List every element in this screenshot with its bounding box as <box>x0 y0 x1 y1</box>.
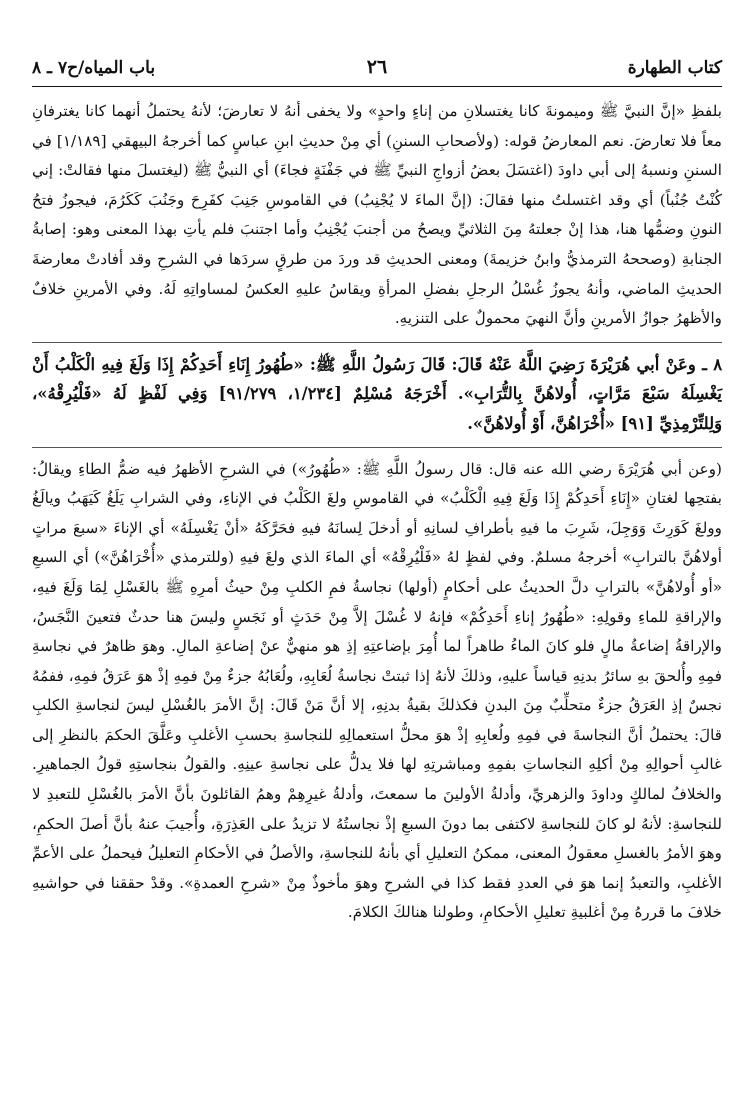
chapter-reference: باب المياه/ح٧ ـ ٨ <box>32 58 156 78</box>
commentary-paragraph-2: (وعن أبي هُرَيْرَةَ رضي الله عنه قال: قال رسولُ اللَّهِ ﷺ: «طُهُورُ») في الشرحِ الأظهرُ فيه ضمُّ الطاءِ ويقالُ: بفتحِها لغتانِ «إِنَاءِ أَحَدِكُمْ إِذَا وَلَغَ فِيهِ الْكَلْبُ» في القاموسِ ولغَ الكَلْبُ في الإناءِ، وفي الشرابِ يَلَغُ كَيَهَبُ ويالَغُ وولغَ كَوَرِثَ وَوَجِلَ، شَرِبَ ما فيهِ بأطرافِ لسانِهِ أو أدخلَ لِسانَهُ فيهِ فحَرَّكَهُ «أنْ يَغْسِلَهُ» أي الإناءَ «سبعَ مراتٍ أولاهُنَّ بالترابِ» أخرجهُ مسلمٌ. وفي لفظٍ لهُ «فَلْيُرِقْهُ» أي الماءَ الذي ولغَ فيهِ (وللترمذي «أُخْرَاهُنَّ») أي السبعِ «أو أُولاهُنَّ» بالترابِ دلَّ الحديثُ على أحكامٍ (أولها) نجاسةُ فمِ الكلبِ مِنْ حيثُ أمرِهِ ﷺ بالغَسْلِ لِمَا وَلَغَ فيهِ، والإراقةِ للماءِ وقولِهِ: «طُهُورُ إناءِ أَحَدِكُمْ» فإنهُ لا غُسْلَ إلاَّ مِنْ حَدَثٍ أو نَجَسٍ وليسَ هنا حدثٌ فتعينَ النَّجَسُ، والإراقةُ إضاعةُ مالٍ فلو كانَ الماءُ طاهراً لما أُمِرَ بإضاعتِهِ إذِ هو منهيٌّ عنْ إضاعةِ المالِ. وهوَ ظاهرٌ في نجاسةِ فمِهِ وأُلحقَ بهِ سائرُ بدنِهِ قياساً عليهِ، وذلكَ لأنهُ إذا ثبتتْ نجاسةُ لُعَابِهِ، ولُعَابُهُ جزءٌ مِنْ فمِهِ إذْ هوَ عَرَقُ فمِهِ، ففمُهُ نجسٌ إذِ العَرَقُ جزءٌ متحلِّبٌ مِنَ البدنِ فكذلكَ بقيةُ بدنِهِ، إلا أنَّ مَنْ قَالَ: إنَّ الأمرَ بالغُسْلِ ليسَ لنجاسةِ الكلبِ قالَ: يحتملُ أنَّ النجاسةَ في فمِهِ ولُعابِهِ إذْ هوَ محلُّ استعمالِهِ للنجاسةِ بحسبِ الأغلبِ وعَلَّقَ الحكمَ بالنظرِ إلى غالبِ أحوالِهِ مِنْ أكلِهِ النجاساتِ بفمِهِ ومباشرتِهِ لها فلا يدلُّ على نجاسةِ عينِهِ. والقولُ بنجاستِهِ قولُ الجماهيرِ. والخلافُ لمالكٍ وداودَ والزهريِّ، وأدلةُ الأولينَ ما سمعتَ، وأدلةُ غيرِهِمْ وهمُ القائلونَ بأنَّ الأمرَ بالغُسْلِ للتعبدِ لا للنجاسةِ: لأنهُ لو كانَ للنجاسةِ لاكتفى بما دونَ السبعِ إذْ نجاستُهُ لا تزيدُ على العَذِرَةِ، وأُجيبَ عنهُ بأنَّ أصلَ الحكمِ، وهوَ الأمرُ بالغسلِ معقولُ المعنى، ممكنُ التعليلِ أي بأنهُ للنجاسةِ، والأصلُ في الأحكامِ التعليلُ فيحملُ على الأعمِّ الأغلبِ، والتعبدُ إنما هوَ في العددِ فقط كذا في الشرحِ وهوَ مأخوذٌ مِنْ «شرحِ العمدةِ». وقدْ حققنا في حواشيهِ خلافَ ما قررهُ مِنْ أغلبيةِ تعليلِ الأحكامِ، وطولنا هنالكَ الكلامَ. <box>32 459 722 922</box>
page-header <box>32 52 722 87</box>
section-divider <box>32 342 722 343</box>
page-number: ٢٦ <box>366 56 388 78</box>
hadith-text-8: ٨ ـ وعَنْ أبي هُرَيْرَةَ رَضِيَ اللَّهُ عَنْهُ قَالَ: قَالَ رَسُولُ اللَّهِ ﷺ: «طُهُورُ إِنَاءِ أَحَدِكُمْ إِذَا وَلَغَ فِيهِ الْكَلْبُ أَنْ يَغْسِلَهُ سَبْعَ مَرَّاتٍ، أُولاهُنَّ بِالتُّرَابِ». أَخْرَجَهُ مُسْلِمٌ [١/٢٣٤، ٩١/٢٧٩] وَفِي لَفْظٍ لَهُ «فَلْيُرِقْهُ»، وَلِلتِّرْمِذِيِّ [٩١] «أُخْرَاهُنَّ، أَوْ أُولاهُنَّ». <box>32 354 722 433</box>
book-title: كتاب الطهارة <box>627 58 722 78</box>
book-page <box>32 52 722 1102</box>
section-divider-2 <box>32 447 722 448</box>
commentary-paragraph-1: بلفظِ «إنَّ النبيَّ ﷺ وميمونةَ كانا يغتسلانِ من إناءٍ واحدٍ» ولا يخفى أنهُ لا تعارضَ؛ لأنهُ يحتملُ أنهما كانا يغترفانِ معاً فلا تعارضَ. نعم المعارضُ قوله: (ولأصحابِ السننِ) أي مِنْ حديثِ ابنِ عباسٍ كما أخرجهُ البيهقي [١/١٨٩] في السننِ ونسبهُ إلى أبي داودَ (اغتسَلَ بعضُ أزواجِ النبيِّ ﷺ في جَفْنَةٍ فجاءَ) أي النبيُّ ﷺ (ليغتسلَ منها فقالتْ: إني كُنْتُ جُنُباً) أي وقد اغتسلتُ منها فقالَ: (إنَّ الماءَ لا يُجْنِبُ) في القاموسِ جَنِبَ كفَرِحَ وجَنُبَ كَكَرُمَ، فيجوزُ فتحُ النونِ وضمُّها هنا، هذا إنْ جعلتهُ مِنَ الثلاثيِّ ويصحُ من أجنبَ يُجْنِبُ وأما اجتنبَ فلم يأتِ بهذا المعنى وهو: إصابةُ الجنابةِ (وصححهُ الترمذيُّ وابنُ خزيمةَ) ومعنى الحديثِ قد وردَ من طرقٍ سردَها في الشرحِ وقد أفادتْ معارضةَ الحديثِ الماضي، وأنهُ يجوزُ غُسْلُ الرجلِ بفضلِ المرأةِ ويقاسُ عليهِ العكسُ لمساواتِهِ لَهُ. وفي الأمرينِ خلافٌ والأظهرُ جوازُ الأمرينِ وأنَّ النهيَ محمولٌ على التنزيهِ. <box>32 102 722 328</box>
